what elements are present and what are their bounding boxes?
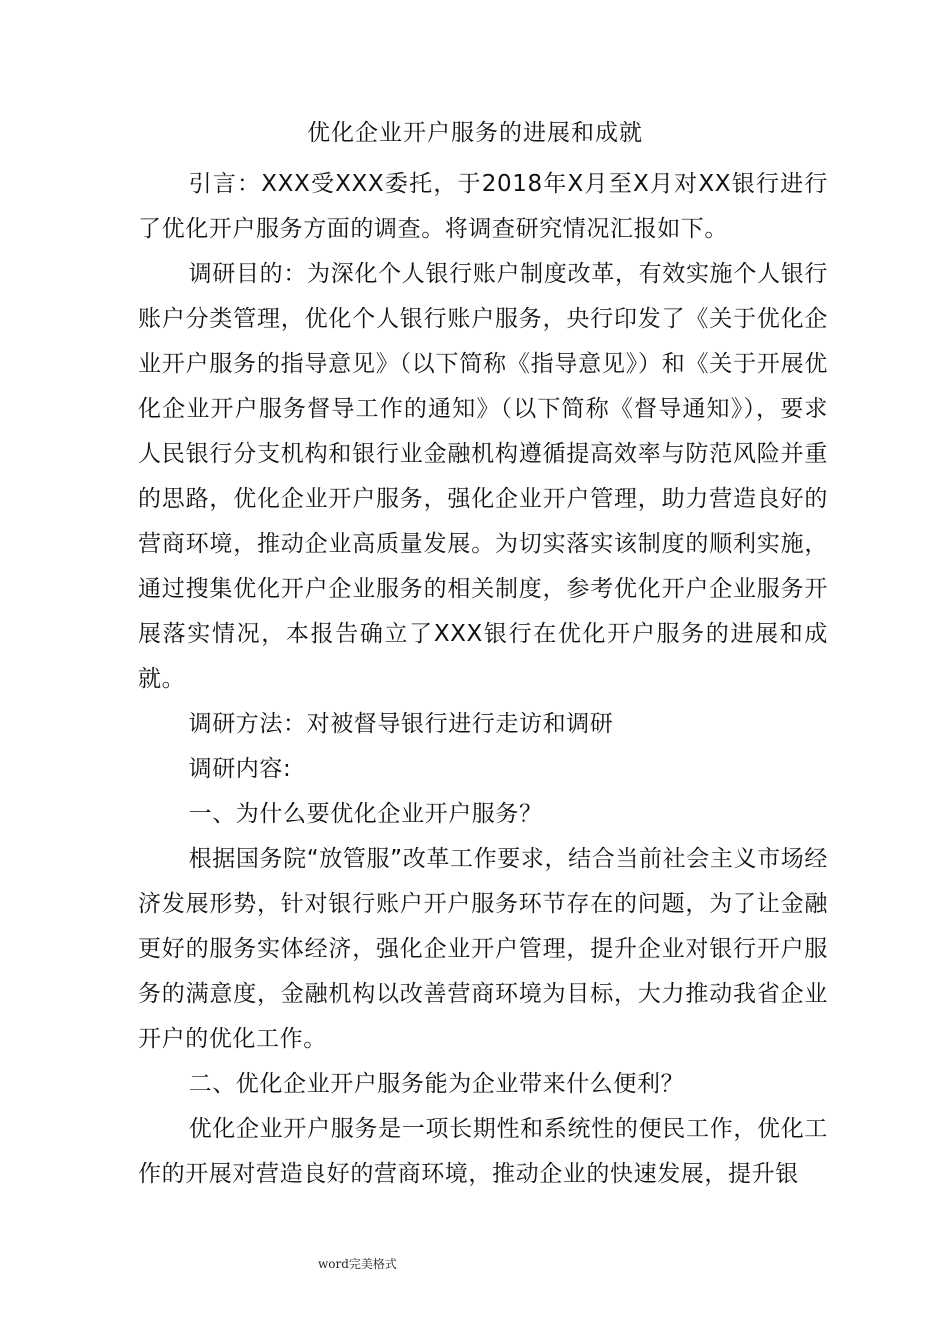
document-title: 优化企业开户服务的进展和成就 xyxy=(307,120,643,146)
paragraph-introduction: 引言：XXX受XXX委托，于2018年X月至X月对XX银行进行了优化开户服务方面的调查。将调查研究情况汇报如下。 xyxy=(138,171,828,242)
page-footer: word完美格式 xyxy=(318,1257,397,1271)
paragraph-research-content: 调研内容: xyxy=(188,756,292,782)
paragraph-section-two: 优化企业开户服务是一项长期性和系统性的便民工作，优化工作的开展对营造良好的营商环境，推动企业的快速发展，提升银 xyxy=(138,1116,828,1187)
paragraph-research-purpose: 调研目的：为深化个人银行账户制度改革，有效实施个人银行账户分类管理，优化个人银行账户服务，央行印发了《关于优化企业开户服务的指导意见》（以下简称《指导意见》）和《关于开展优化企业开户服务督导工作的通知》（以下简称《督导通知》），要求人民银行分支机构和银行业金融机构遵循提高效率与防范风险并重的思路，优化企业开户服务，强化企业开户管理，助力营造良好的营商环境，推动企业高质量发展。为切实落实该制度的顺利实施，通过搜集优化开户企业服务的相关制度，参考优化开户企业服务开展落实情况，本报告确立了XXX银行在优化开户服务的进展和成就。 xyxy=(138,261,828,692)
section-heading-two: 二、优化企业开户服务能为企业带来什么便利？ xyxy=(188,1071,685,1097)
section-heading-one: 一、为什么要优化企业开户服务？ xyxy=(188,801,543,827)
paragraph-research-method: 调研方法：对被督导银行进行走访和调研 xyxy=(188,711,614,737)
paragraph-section-one: 根据国务院“放管服”改革工作要求，结合当前社会主义市场经济发展形势，针对银行账户开户服务环节存在的问题，为了让金融更好的服务实体经济，强化企业开户管理，提升企业对银行开户服务的满意度，金融机构以改善营商环境为目标，大力推动我省企业开户的优化工作。 xyxy=(138,846,828,1052)
document-body xyxy=(138,162,828,1197)
